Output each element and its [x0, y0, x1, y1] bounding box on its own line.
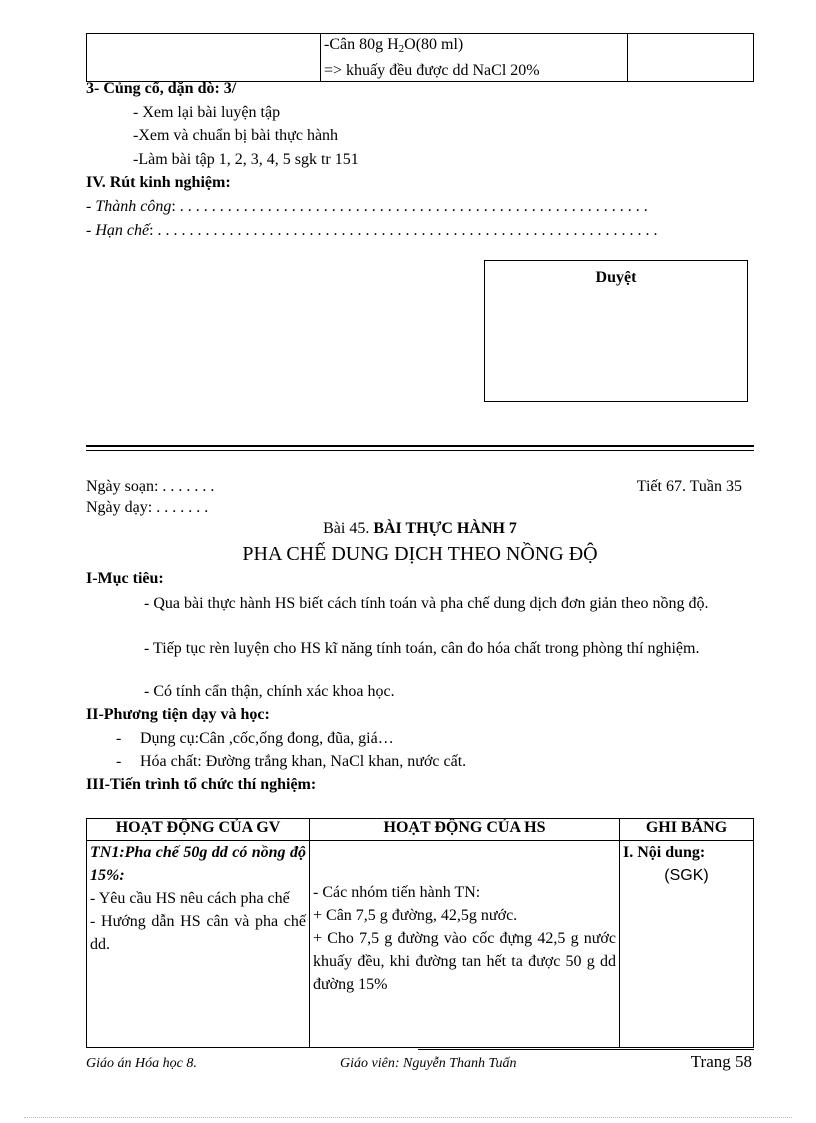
teach-date: Ngày dạy: . . . . . . . [86, 499, 209, 516]
period-info: Tiết 67. Tuần 35 [636, 478, 742, 495]
page-edge [24, 1117, 792, 1118]
footer-center: Giáo viên: Nguyễn Thanh Tuấn [340, 1056, 517, 1071]
objective-item: - Có tính cẩn thận, chính xác khoa học. [144, 683, 395, 700]
approval-box [484, 260, 748, 402]
header-note: GHI BẢNG [620, 819, 754, 841]
objectives-heading: I-Mục tiêu: [86, 570, 164, 587]
top-table-line-1: -Cân 80g $H_2O(80$ ml) [324, 36, 464, 55]
lesson-subtitle: PHA CHẾ DUNG DỊCH THEO NỒNG ĐỘ [242, 543, 598, 565]
objective-item: - Tiếp tục rèn luyện cho HS kĩ năng tính toán, cân đo hóa chất trong phòng thí nghiệm. [144, 640, 700, 657]
top-table-cell-2 [321, 34, 628, 82]
objective-item: - Qua bài thực hành HS biết cách tính toán và pha chế dung dịch đơn giản theo nồng độ. [144, 595, 709, 612]
header-gv: HOẠT ĐỘNG CỦA GV [87, 819, 310, 841]
hs-item: + Cân 7,5 g đường, 42,5g nước. [313, 907, 518, 924]
materials-heading: II-Phương tiện dạy và học: [86, 706, 270, 723]
section3-heading: 3- Củng cố, dặn dò: 3/ [86, 80, 237, 97]
top-table-cell-1 [87, 34, 321, 82]
note-cell [620, 841, 754, 1048]
success-line: - Thành công: . . . . . . . . . . . . . . . . . . . . . . . . . . . . . . . . . . . . . . . . . . . . . . . . . . . . . . . . . . . [86, 198, 648, 215]
footer-page: Trang 58 [690, 1052, 752, 1071]
section4-heading: IV. Rút kinh nghiệm: [86, 174, 231, 191]
materials-item: - Dụng cụ:Cân ,cốc,ống đong, đũa, giá… [116, 730, 394, 747]
gv-cell [87, 841, 310, 1048]
materials-item: - Hóa chất: Đường trắng khan, NaCl khan, nước cất. [116, 753, 467, 770]
section3-item: -Xem và chuẩn bị bài thực hành [133, 127, 339, 144]
lesson-title: Bài 45. BÀI THỰC HÀNH 7 [323, 520, 517, 537]
section3-item: - Xem lại bài luyện tập [133, 104, 281, 121]
gv-title: TN1:Pha chế 50g dd có nồng độ 15%: [90, 844, 306, 884]
hs-item: + Cho 7,5 g đường vào cốc đựng 42,5 g nước khuấy đều, khi đường tan hết ta được 50 g dd đường 15% [313, 930, 616, 993]
prep-date: Ngày soạn: . . . . . . . [86, 478, 215, 495]
top-table-line-2: => khuấy đều được dd NaCl 20% [324, 62, 540, 79]
header-hs: HOẠT ĐỘNG CỦA HS [310, 819, 620, 841]
procedure-heading: III-Tiến trình tổ chức thí nghiệm: [86, 776, 317, 793]
limit-line: - Hạn chế: . . . . . . . . . . . . . . . . . . . . . . . . . . . . . . . . . . . . . . . . . . . . . . . . . . . . . . . . . . . . . . . [86, 222, 658, 239]
note-title: I. Nội dung: [623, 844, 706, 861]
hs-cell [310, 841, 620, 1048]
note-text: (SGK) [664, 867, 709, 884]
page-divider [86, 445, 754, 451]
top-table-cell-3 [628, 34, 754, 82]
hs-item: - Các nhóm tiến hành TN: [313, 884, 481, 901]
top-table [86, 33, 754, 82]
section3-item: -Làm bài tập 1, 2, 3, 4, 5 sgk tr 151 [133, 151, 359, 168]
footer-rule [418, 1049, 754, 1050]
gv-item: - Hướng dẫn HS cân và pha chế dd. [90, 913, 306, 953]
activity-table [86, 818, 754, 1048]
footer-left: Giáo án Hóa học 8. [86, 1056, 197, 1071]
gv-item: - Yêu cầu HS nêu cách pha chế [90, 890, 290, 907]
approval-label: Duyệt [595, 269, 637, 286]
